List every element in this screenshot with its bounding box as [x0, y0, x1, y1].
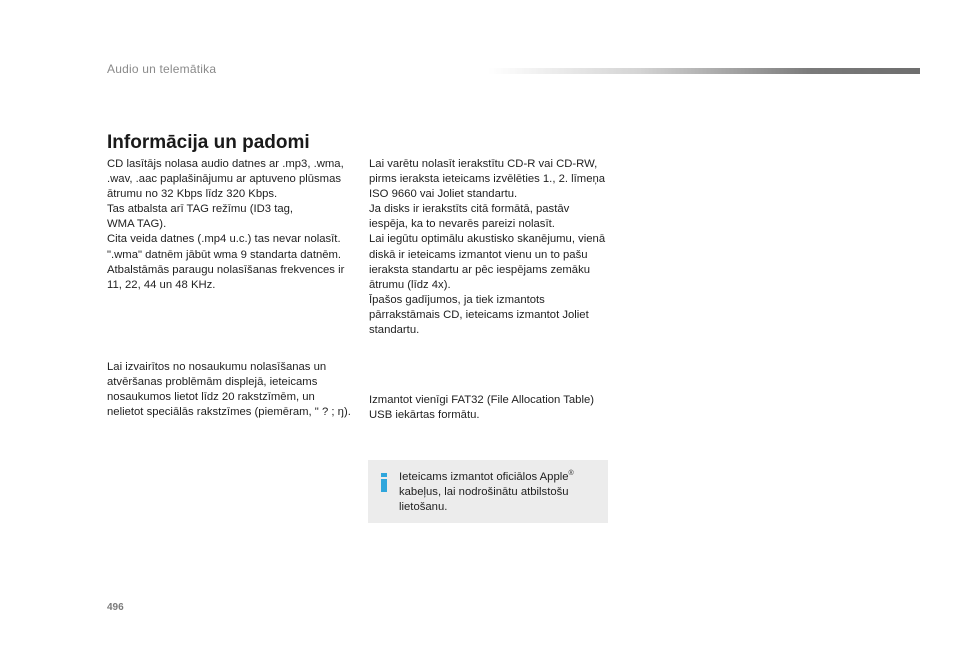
info-note-box — [368, 460, 608, 523]
paragraph-cd-formats: CD lasītājs nolasa audio datnes ar .mp3, .wma, .wav, .aac paplašinājumu ar aptuveno plūsmas ātrumu no 32 Kbps līdz 320 Kbps. Tas atbalsta arī TAG režīmu (ID3 tag, WMA TAG). Cita veida datnes (.mp4 u.c.) tas nevar nolasīt. ".wma" datnēm jābūt wma 9 standarta datnēm. Atbalstāmās paraugu nolasīšanas frekvences ir 11, 22, 44 un 48 KHz. — [107, 158, 345, 291]
paragraph-usb-format: Izmantot vienīgi FAT32 (File Allocation Table) USB iekārtas formātu. — [369, 394, 594, 422]
info-note-text-before: Ieteicams izmantot oficiālos Apple — [399, 471, 569, 483]
header-title: Audio un telemātika — [107, 62, 217, 76]
registered-mark: ® — [568, 470, 574, 478]
info-note-text — [399, 470, 599, 515]
info-note-text-after: kabeļus, lai nodrošinātu atbilstošu lietošanu. — [399, 486, 569, 514]
header-divider-bar — [488, 68, 920, 74]
page-number: 496 — [107, 602, 124, 613]
paragraph-cdr-standards: Lai varētu nolasīt ierakstītu CD-R vai CD-RW, pirms ieraksta ieteicams izvēlēties 1., 2. līmeņa ISO 9660 vai Joliet standartu. Ja disks ir ierakstīts citā formātā, pastāv iespēja, ka to nevarēs pareizi nolasīt. Lai iegūtu optimālu akustisko skanējumu, vienā diskā ir ieteicams izmantot vienu un to pašu ieraksta standartu ar pēc iespējams zemāku ātrumu (līdz 4x). Īpašos gadījumos, ja tiek izmantots pārrakstāmais CD, ieteicams izmantot Joliet standartu. — [369, 158, 606, 337]
info-icon — [380, 473, 388, 492]
paragraph-filename-tips: Lai izvairītos no nosaukumu nolasīšanas un atvēršanas problēmām displejā, ieteicams nosaukumos lietot līdz 20 rakstzīmēm, un nelietot speciālās rakstzīmes (piemēram, " ? ; ŋ). — [107, 361, 351, 419]
section-title: Informācija un padomi — [107, 132, 310, 153]
